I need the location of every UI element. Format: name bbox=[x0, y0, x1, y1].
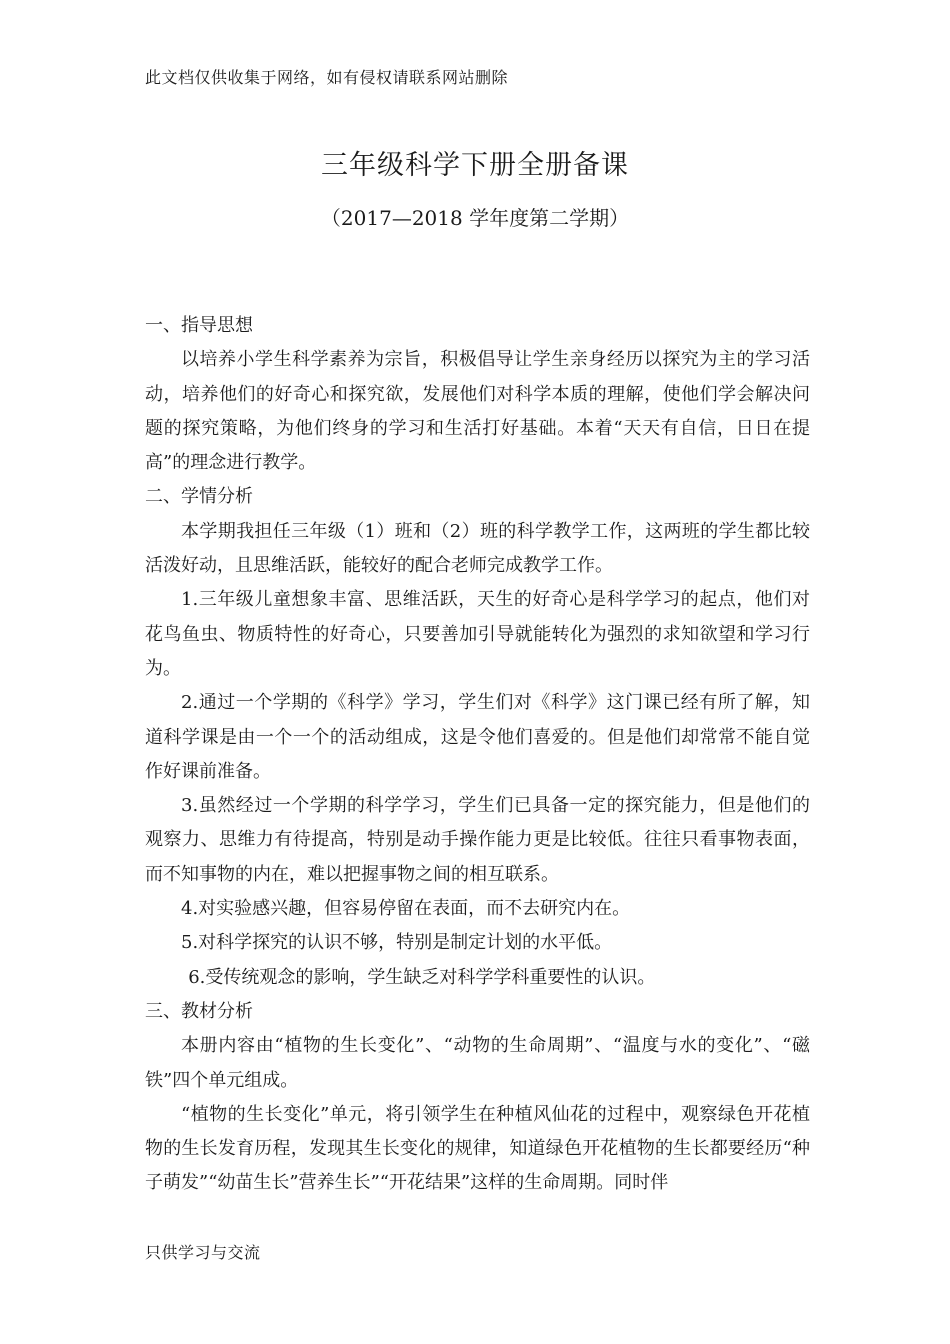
section-heading-guiding-ideology: 一、指导思想 bbox=[145, 315, 253, 336]
paragraph: 2.通过一个学期的《科学》学习，学生们对《科学》这门课已经有所了解，知道科学课是由一个一个的活动组成，这是令他们喜爱的。但是他们却常常不能自觉作好课前准备。 bbox=[145, 692, 810, 782]
section-heading-student-analysis: 二、学情分析 bbox=[145, 486, 253, 508]
paragraph: 本学期我担任三年级（1）班和（2）班的科学教学工作，这两班的学生都比较活泼好动，且思维活跃，能较好的配合老师完成教学工作。 bbox=[145, 520, 810, 577]
paragraph: 4.对实验感兴趣，但容易停留在表面，而不去研究内在。 bbox=[181, 898, 631, 920]
paragraph: “植物的生长变化”单元，将引领学生在种植风仙花的过程中，观察绿色开花植物的生长发育历程，发现其生长变化的规律，知道绿色开花植物的生长都要经历“种子萌发”“幼苗生长”营养生长”“开花结果”这样的生命周期。同时伴 bbox=[145, 1103, 810, 1194]
paragraph: 1.三年级儿童想象丰富、思维活跃，天生的好奇心是科学学习的起点，他们对花鸟鱼虫、物质特性的好奇心，只要善加引导就能转化为强烈的求知欲望和学习行为。 bbox=[145, 589, 810, 679]
paragraph: 3.虽然经过一个学期的科学学习，学生们已具备一定的探究能力，但是他们的观察力、思维力有待提高，特别是动手操作能力更是比较低。往往只看事物表面，而不知事物的内在，难以把握事物之间的相互联系。 bbox=[145, 795, 810, 885]
paragraph: 5.对科学探究的认识不够，特别是制定计划的水平低。 bbox=[181, 932, 613, 954]
document-body bbox=[145, 309, 810, 1201]
footer-note: 只供学习与交流 bbox=[145, 1243, 261, 1262]
paragraph: 以培养小学生科学素养为宗旨，积极倡导让学生亲身经历以探究为主的学习活动，培养他们的好奇心和探究欲，发展他们对科学本质的理解，使他们学会解决问题的探究策略，为他们终身的学习和生活打好基础。本着“天天有自信，日日在提高”的理念进行教学。 bbox=[145, 349, 810, 474]
header-watermark-note: 此文档仅供收集于网络，如有侵权请联系网站删除 bbox=[145, 68, 509, 87]
paragraph: 本册内容由“植物的生长变化”、“动物的生命周期”、“温度与水的变化”、“磁铁”四个单元组成。 bbox=[145, 1035, 810, 1091]
document-subtitle: （2017—2018 学年度第二学期） bbox=[320, 206, 630, 230]
document-title: 三年级科学下册全册备课 bbox=[321, 150, 629, 181]
section-heading-textbook-analysis: 三、教材分析 bbox=[145, 1000, 253, 1022]
paragraph: 6.受传统观念的影响，学生缺乏对科学学科重要性的认识。 bbox=[188, 966, 656, 988]
